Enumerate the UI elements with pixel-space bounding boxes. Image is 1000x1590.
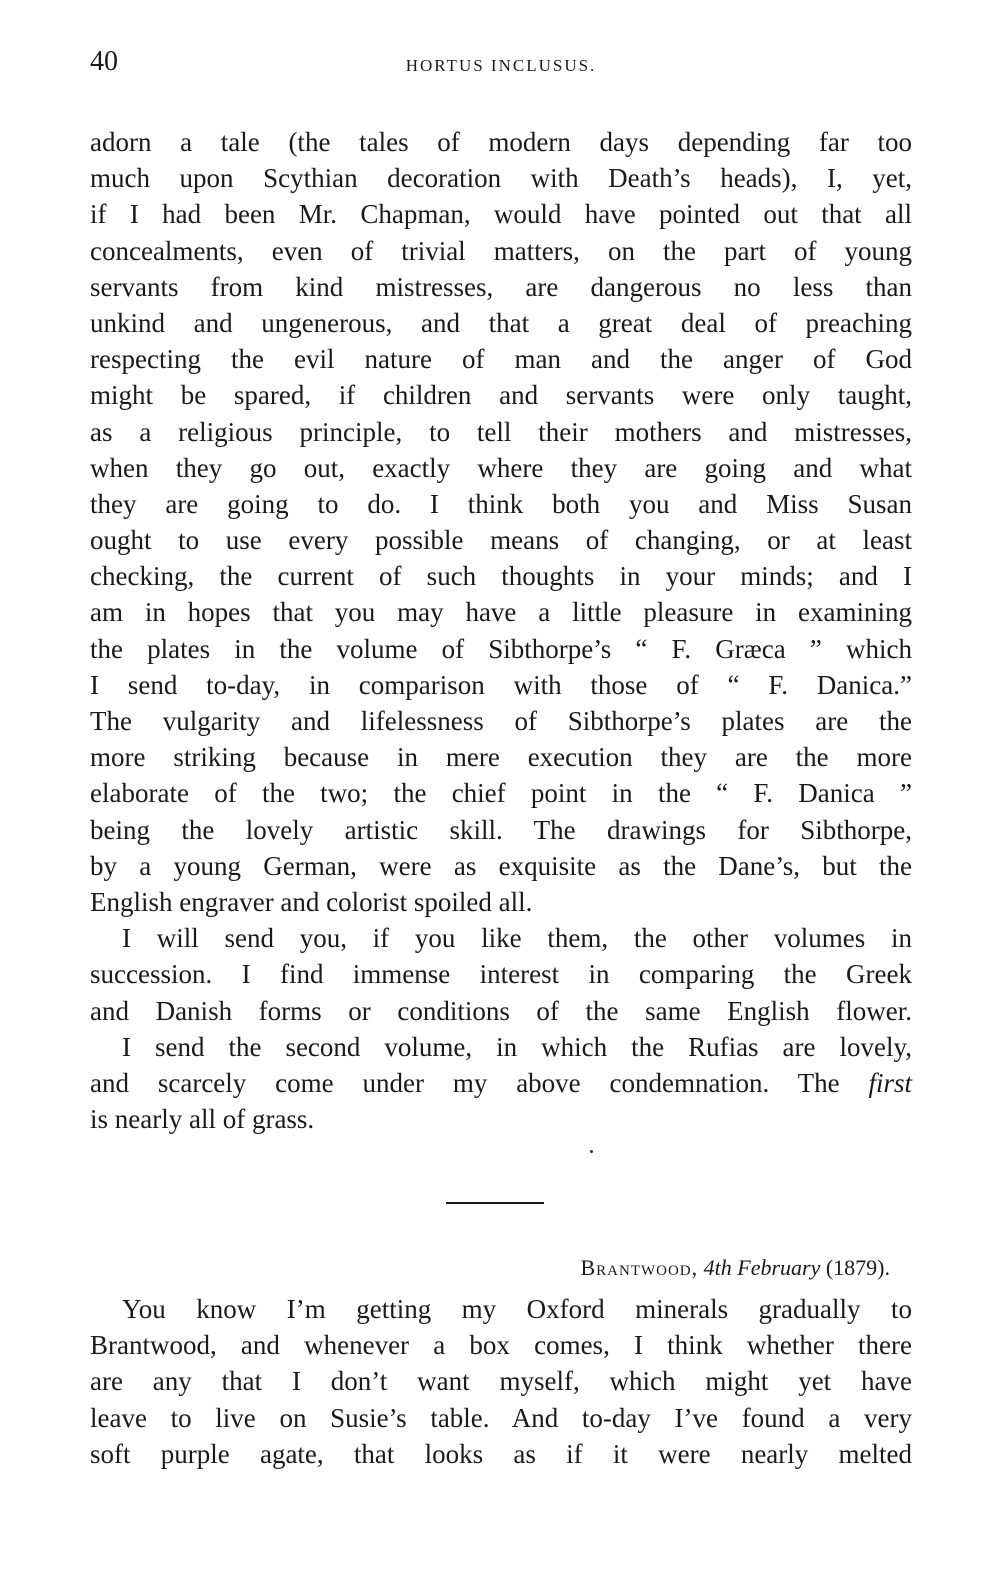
dateline-date: 4th February: [703, 1255, 821, 1280]
text-line: [90, 1065, 912, 1101]
text-line: succession. I find immense interest in comparing the Greek: [90, 959, 912, 990]
stray-ink-mark: [590, 1150, 593, 1153]
new-letter-text: [90, 1291, 912, 1472]
letter-continued-text: [90, 124, 912, 1137]
text-line: are any that I don’t want myself, which might yet have: [90, 1366, 912, 1397]
text-run: and scarcely come under my above condemnation. The: [90, 1067, 869, 1098]
text-line: soft purple agate, that looks as if it were nearly melted: [90, 1438, 912, 1469]
text-line: English engraver and colorist spoiled all.: [90, 886, 533, 917]
text-line: The vulgarity and lifelessness of Sibthorpe’s plates are the: [90, 706, 912, 736]
dateline-place: Brantwood,: [580, 1255, 699, 1280]
text-line: I send to-day, in comparison with those of “ F. Danica.”: [90, 669, 912, 700]
text-line: Brantwood, and whenever a box comes, I think whether there: [90, 1330, 912, 1361]
text-line: being the lovely artistic skill. The drawings for Sibthorpe,: [90, 814, 912, 845]
running-head: [90, 46, 912, 86]
text-line: respecting the evil nature of man and the anger of God: [90, 344, 912, 375]
text-line: concealments, even of trivial matters, on the part of young: [90, 235, 912, 266]
text-line: as a religious principle, to tell their mothers and mistresses,: [90, 416, 912, 447]
text-line: ought to use every possible means of changing, or at least: [90, 525, 912, 556]
text-line: checking, the current of such thoughts in your minds; and I: [90, 561, 912, 592]
running-title: HORTUS INCLUSUS.: [405, 56, 597, 75]
text-line: is nearly all of grass.: [90, 1104, 315, 1135]
text-line: the plates in the volume of Sibthorpe’s “ F. Græca ” which: [90, 633, 912, 664]
text-line: and Danish forms or conditions of the same English flower.: [90, 995, 912, 1026]
text-line: am in hopes that you may have a little pleasure in examining: [90, 597, 912, 628]
italic-word: first: [868, 1067, 912, 1098]
text-line: I will send you, if you like them, the other volumes in: [122, 923, 912, 954]
text-line: leave to live on Susie’s table. And to-day I’ve found a very: [90, 1402, 912, 1433]
text-line: might be spared, if children and servants were only taught,: [90, 380, 912, 411]
text-line: You know I’m getting my Oxford minerals gradually to: [122, 1294, 912, 1324]
dateline-year: (1879).: [825, 1255, 890, 1280]
section-divider: [446, 1202, 544, 1204]
page-number: 40: [90, 46, 118, 77]
letter-dateline: [90, 1255, 890, 1281]
text-line: more striking because in mere execution they are the more: [90, 742, 912, 773]
text-line: elaborate of the two; the chief point in the “ F. Danica ”: [90, 778, 912, 809]
text-line: servants from kind mistresses, are dangerous no less than: [90, 271, 912, 302]
text-line: when they go out, exactly where they are going and what: [90, 452, 912, 483]
text-line: by a young German, were as exquisite as the Dane’s, but the: [90, 850, 912, 881]
text-line: if I had been Mr. Chapman, would have pointed out that all: [90, 199, 912, 230]
text-line: they are going to do. I think both you and Miss Susan: [90, 488, 912, 519]
text-line: adorn a tale (the tales of modern days depending far too: [90, 127, 912, 157]
text-line: I send the second volume, in which the Rufias are lovely,: [122, 1031, 912, 1062]
text-line: unkind and ungenerous, and that a great deal of preaching: [90, 307, 912, 338]
text-line: much upon Scythian decoration with Death’s heads), I, yet,: [90, 163, 912, 194]
